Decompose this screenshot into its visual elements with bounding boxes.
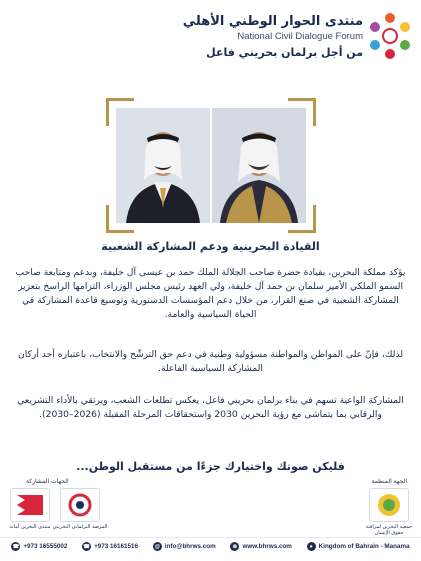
paragraph-parliament: المشاركة الواعية تسهم في بناء برلمان بحريني فاعل، يعكس تطلعات الشعب، ويرتقي بالأداء التشريعي والرقابي بما يتماشى مع رؤية البحرين 2030 واستحقاقات المرحلة المقبلة (2026–2030).: [17, 395, 404, 420]
king-portrait: [212, 108, 306, 223]
section-title: القيادة البحرينية ودعم المشاركة الشعبية: [101, 240, 320, 253]
web-icon: ⊕: [230, 542, 239, 551]
organizer-logo: [369, 488, 409, 522]
contact-location: [307, 542, 410, 551]
contact-text: info@bhrws.com: [164, 543, 216, 550]
contact-text: +973 16555002: [23, 543, 68, 550]
forum-tagline: من أجل برلمان بحريني فاعل: [206, 46, 363, 59]
contact-text: +973 16161516: [94, 543, 139, 550]
forum-logo: [365, 10, 415, 64]
footer: [0, 478, 421, 561]
forum-title-ar: منتدى الحوار الوطني الأهلي: [182, 14, 363, 29]
partner-logo-1: [10, 488, 50, 522]
organizer-label: الجهة المنظمة: [371, 478, 407, 485]
contact-email[interactable]: [153, 542, 216, 551]
contact-bar: [0, 537, 421, 555]
partner-caption-1: منتدى البحرين أمانة: [9, 524, 51, 530]
location-icon: ●: [307, 542, 316, 551]
organizer-caption: جمعية البحرين لمراقبة حقوق الإنسان: [365, 524, 413, 536]
partners-label: الجهات المشاركة: [26, 478, 69, 485]
contact-phone-2[interactable]: [82, 542, 138, 551]
phone-icon: ☎: [83, 543, 90, 550]
paragraph-citizen-duty: لذلك، فإنّ على المواطن والمواطنة مسؤولية وطنية في دعم حق الترشّح والانتخاب، باعتباره أحد أركان المشاركة السياسية الفاعلة.: [17, 349, 404, 374]
header-text: [183, 14, 363, 59]
contact-text: www.bhrws.com: [242, 543, 292, 550]
email-icon: @: [154, 543, 160, 550]
forum-title-en: National Civil Dialogue Forum: [237, 31, 363, 42]
header: [0, 0, 421, 80]
contact-text: Kingdom of Bahrain - Manama: [318, 543, 410, 550]
leaders-photo-frame: [106, 98, 316, 233]
partner-logo-2: [60, 488, 100, 522]
paragraph-call-to-action: فليكن صوتك واختيارك جزءًا من مستقبل الوطن...: [76, 460, 345, 473]
partner-caption-2: المرصد البرلماني البحريني: [52, 524, 108, 530]
paragraph-leadership: يؤكد مملكة البحرين، بقيادة حضرة صاحب الجلالة الملك حمد بن عيسى آل خليفة، وبدعم ومتابعة صاحب السمو الملكي الأمير سلمان بن حمد آل خليفة، ولي العهد رئيس مجلس الوزراء، التزامها الراسخ بتعزيز المشاركة الشعبية في صنع القرار، من خلال دعم المؤسسات الدستورية وتوسيع قاعدة المشاركة في الحياة السياسية والعامة.: [15, 267, 406, 320]
crown-prince-portrait: [116, 108, 210, 223]
contact-phone-1[interactable]: [11, 542, 67, 551]
contact-website[interactable]: [230, 542, 291, 551]
phone-icon: ☎: [12, 543, 20, 550]
